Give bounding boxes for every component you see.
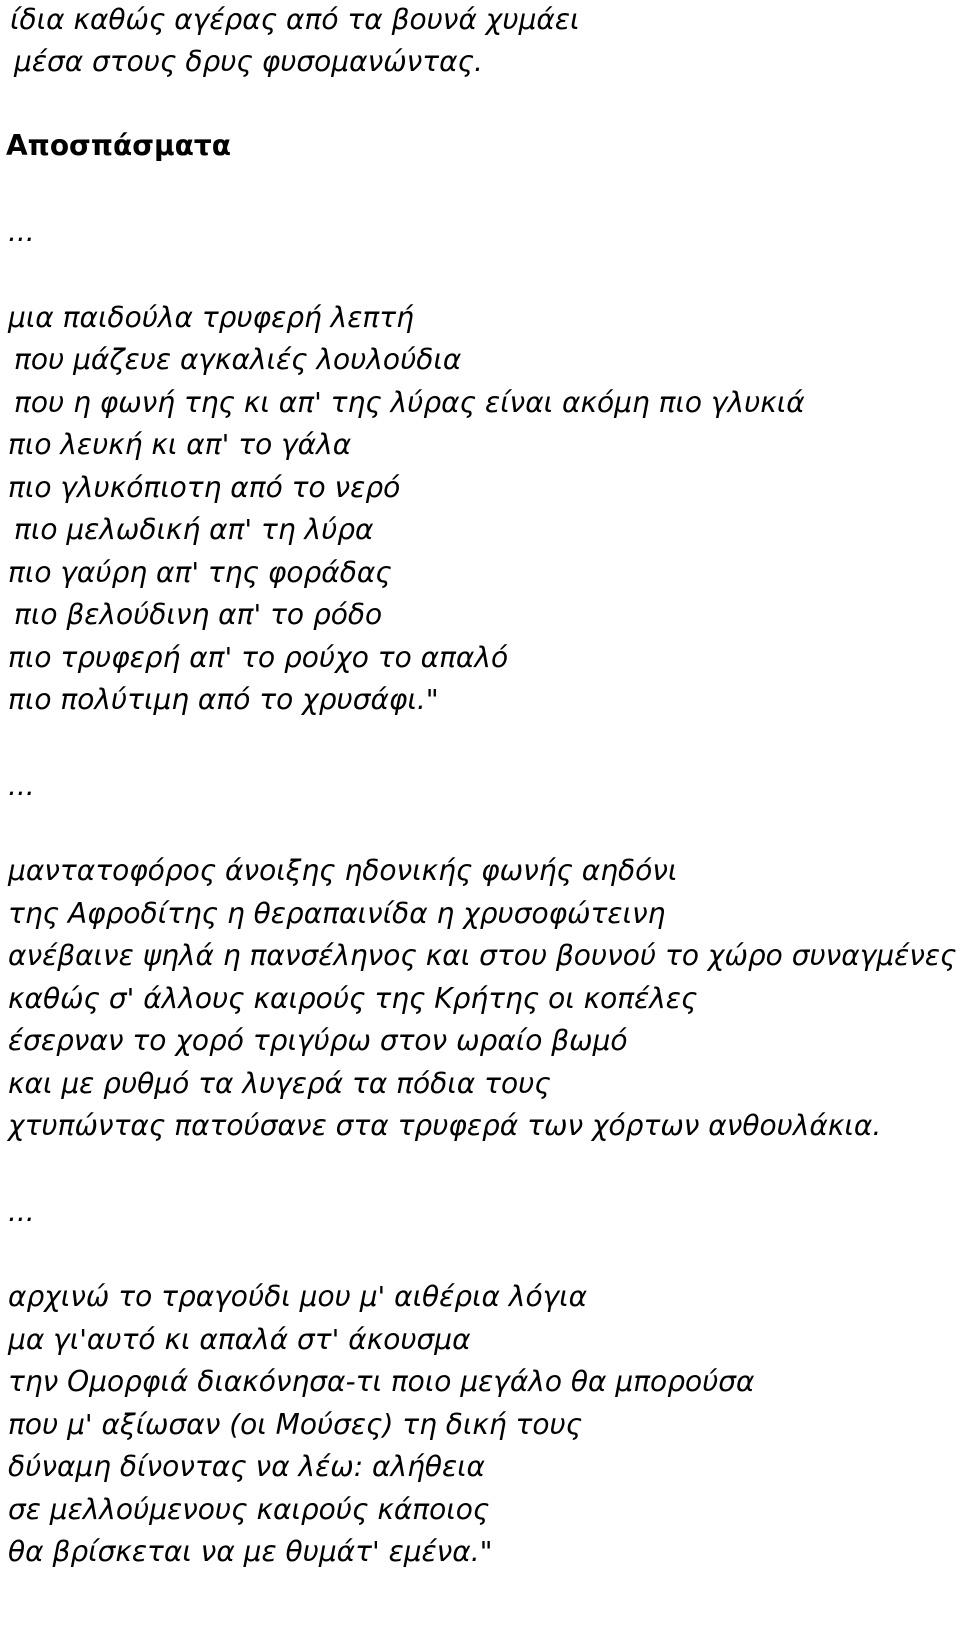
- section-heading: Αποσπάσματα: [6, 129, 231, 162]
- poem-line: μα γι'αυτό κι απαλά στ' άκουσμα: [8, 1323, 471, 1356]
- poem-line: πιο τρυφερή απ' το ρούχο το απαλό: [8, 641, 509, 674]
- poem-line: πιο μελωδική απ' τη λύρα: [14, 513, 374, 546]
- intro-line: ίδια καθώς αγέρας από τα βουνά χυμάει: [10, 3, 580, 36]
- poem-line: την Ομορφιά διακόνησα-τι ποιο μεγάλο θα μπορούσα: [8, 1365, 755, 1398]
- poem-line: σε μελλούμενους καιρούς κάποιος: [8, 1493, 490, 1526]
- intro-line: μέσα στους δρυς φυσομανώντας.: [14, 45, 483, 78]
- poem-line: και με ρυθμό τα λυγερά τα πόδια τους: [8, 1067, 551, 1100]
- poem-line: που μ' αξίωσαν (οι Μούσες) τη δική τους: [8, 1408, 583, 1441]
- poem-line: που μάζευε αγκαλιές λουλούδια: [14, 343, 462, 376]
- poem-line: πιο λευκή κι απ' το γάλα: [8, 428, 352, 461]
- poem-line: χτυπώντας πατούσανε στα τρυφερά των χόρτων ανθουλάκια.: [8, 1109, 882, 1142]
- poem-line: μια παιδούλα τρυφερή λεπτή: [8, 301, 414, 334]
- poem-line: που η φωνή της κι απ' της λύρας είναι ακόμη πιο γλυκιά: [14, 386, 805, 419]
- fragment-ellipsis: ...: [8, 769, 35, 802]
- poem-line: ανέβαινε ψηλά η πανσέληνος και στου βουνού το χώρο συναγμένες: [8, 939, 957, 972]
- poem-line: πιο γλυκόπιοτη από το νερό: [8, 471, 401, 504]
- fragment-ellipsis: ...: [8, 1195, 35, 1228]
- poem-line: έσερναν το χορό τριγύρω στον ωραίο βωμό: [8, 1024, 628, 1057]
- poem-line: θα βρίσκεται να με θυμάτ' εμένα.": [8, 1535, 493, 1568]
- poem-line: πιο βελούδινη απ' το ρόδο: [14, 598, 383, 631]
- poem-line: δύναμη δίνοντας να λέω: αλήθεια: [8, 1450, 486, 1483]
- poem-line: μαντατοφόρος άνοιξης ηδονικής φωνής αηδόνι: [8, 854, 678, 887]
- poem-line: αρχινώ το τραγούδι μου μ' αιθέρια λόγια: [8, 1280, 588, 1313]
- fragment-ellipsis: ...: [8, 215, 35, 248]
- poem-line: της Αφροδίτης η θεραπαινίδα η χρυσοφώτεινη: [8, 897, 666, 930]
- poem-line: καθώς σ' άλλους καιρούς της Κρήτης οι κοπέλες: [8, 982, 698, 1015]
- poem-line: πιο γαύρη απ' της φοράδας: [8, 556, 392, 589]
- poem-line: πιο πολύτιμη από το χρυσάφι.": [8, 683, 439, 716]
